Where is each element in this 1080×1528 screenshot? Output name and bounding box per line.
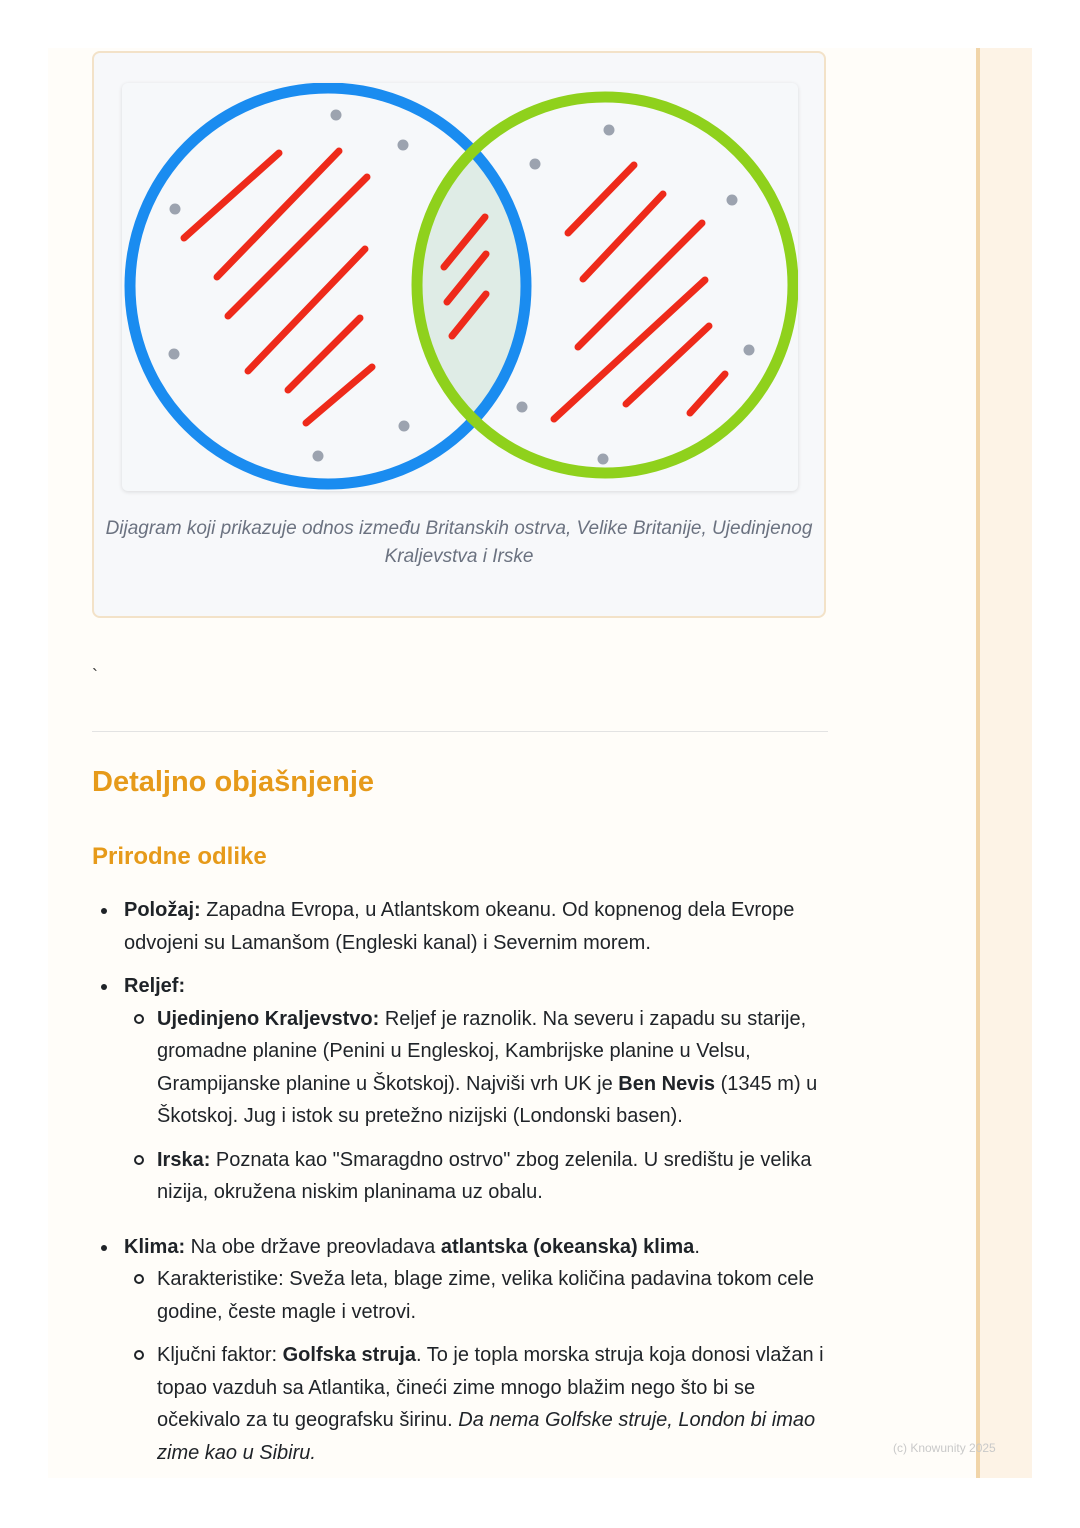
list-item-polozaj xyxy=(92,894,832,959)
section-subtitle: Prirodne odlike xyxy=(92,843,267,870)
side-margin-strip xyxy=(976,48,1032,1478)
text-klima-2: . xyxy=(694,1235,700,1258)
stray-backtick: ` xyxy=(92,666,98,686)
text-faktor-pre: Ključni faktor: xyxy=(157,1344,283,1366)
label-polozaj: Položaj: xyxy=(124,899,201,921)
text-karakteristike: Karakteristike: Sveža leta, blage zime, velika količina padavina tokom cele godine, česte magle i vetrovi. xyxy=(157,1268,814,1323)
sublist-item-irska xyxy=(92,1144,832,1209)
text-polozaj: Zapadna Evropa, u Atlantskom okeanu. Od kopnenog dela Evrope odvojeni su Lamanšom (Engleski kanal) i Severnim morem. xyxy=(124,899,795,954)
divider xyxy=(92,731,828,732)
section-title: Detaljno objašnjenje xyxy=(92,766,374,798)
ben-nevis: Ben Nevis xyxy=(618,1072,716,1095)
list-item-reljef xyxy=(92,970,832,1209)
content-list xyxy=(92,894,832,1469)
sublist-item-uk xyxy=(92,1003,832,1133)
golfska-struja: Golfska struja xyxy=(282,1344,416,1366)
venn-diagram xyxy=(122,83,798,491)
sublist-item-karakteristike xyxy=(92,1263,832,1328)
text-faktor: . To je topla morska struja koja donosi vlažan i topao vazduh sa Atlantika, čineći zime mnogo blažim nego što bi se očekivalo za tu geografsku širinu. xyxy=(157,1344,824,1431)
figure-caption: Dijagram koji prikazuje odnos između Britanskih ostrva, Velike Britanije, Ujedinjenog Kraljevstva i Irske xyxy=(105,518,813,567)
label-irska: Irska: xyxy=(157,1148,211,1171)
label-reljef: Reljef: xyxy=(124,975,186,997)
label-klima: Klima: xyxy=(124,1235,186,1258)
sublist-item-faktor xyxy=(92,1339,832,1469)
text-uk-2: (1345 m) u Škotskoj. Jug i istok su pretežno nizijski (Londonski basen). xyxy=(157,1072,818,1127)
text-klima-1: Na obe države preovladava xyxy=(185,1235,441,1258)
text-uk-1: Reljef je raznolik. Na severu i zapadu su starije, gromadne planine (Penini u Engleskoj, Kambrijske planine u Velsu, Grampijanske planine u Škotskoj). Najviši vrh UK je xyxy=(157,1007,807,1095)
watermark: (c) Knowunity 2025 xyxy=(893,1441,996,1455)
figure-card xyxy=(92,51,826,618)
text-faktor-italic: Da nema Golfske struje, London bi imao zime kao u Sibiru. xyxy=(157,1409,816,1464)
list-item-klima xyxy=(92,1231,832,1470)
text-irska: Poznata kao "Smaragdno ostrvo" zbog zelenila. U središtu je velika nizija, okružena niskim planinama uz obalu. xyxy=(157,1148,812,1203)
label-uk: Ujedinjeno Kraljevstvo: xyxy=(157,1007,380,1030)
atlantska-klima: atlantska (okeanska) klima xyxy=(440,1235,695,1258)
venn-diagram-image xyxy=(122,83,798,491)
